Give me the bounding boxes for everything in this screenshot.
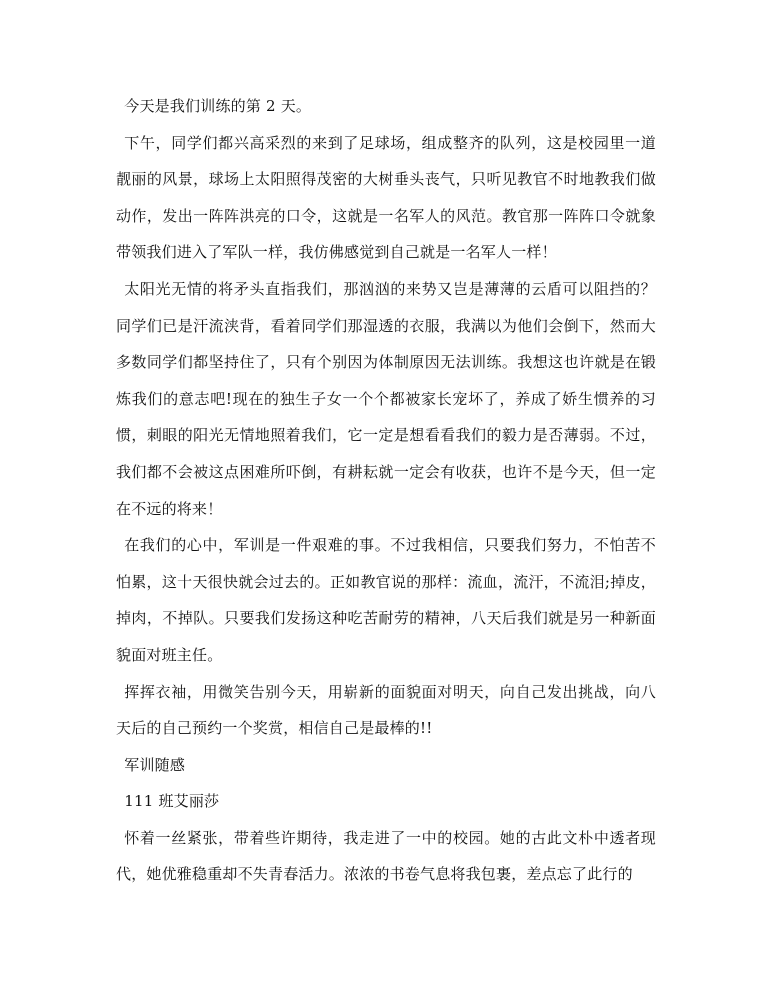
paragraph-afternoon-field: 下午，同学们都兴高采烈的来到了足球场，组成整齐的队列，这是校园里一道靓丽的风景，球场上太阳照得茂密的大树垂头丧气，只听见教官不时地教我们做动作，发出一阵阵洪亮的口令，这就是一名军人的风范。教官那一阵阵口令就象带领我们进入了军队一样，我仿佛感觉到自己就是一名军人一样！ <box>116 133 656 262</box>
paragraph-training-day: 今天是我们训练的第 2 天。 <box>124 97 312 115</box>
document-body <box>116 88 656 893</box>
paragraph-farewell-today: 挥挥衣袖，用微笑告别今天，用崭新的面貌面对明天，向自己发出挑战，向八天后的自己预约一个奖赏，相信自己是最棒的!! <box>116 682 656 738</box>
paragraph-school-entry: 怀着一丝紧张，带着些许期待，我走进了一中的校园。她的古此文朴中透者现代，她优雅稳重却不失青春活力。浓浓的书卷气息将我包裹，差点忘了此行的 <box>116 828 656 884</box>
paragraph-sunlight: 太阳光无情的将矛头直指我们，那汹汹的来势又岂是薄薄的云盾可以阻挡的？同学们已是汗流浃背，看着同学们那湿透的衣服，我满以为他们会倒下，然而大多数同学们都坚持住了，只有个别因为体制原因无法训练。我想这也许就是在锻炼我们的意志吧!现在的独生子女一个个都被家长宠坏了，养成了娇生惯养的习惯，刺眼的阳光无情地照着我们，它一定是想看看我们的毅力是否薄弱。不过，我们都不会被这点困难所吓倒，有耕耘就一定会有收获，也许不是今天，但一定在不远的将来！ <box>116 279 656 518</box>
essay-title: 军训随感 <box>124 755 186 774</box>
paragraph-hardship: 在我们的心中，军训是一件艰难的事。不过我相信，只要我们努力，不怕苦不怕累，这十天很快就会过去的。正如教官说的那样：流血，流汗，不流泪;掉皮，掉肉，不掉队。只要我们发扬这种吃苦耐劳的精神，八天后我们就是另一种新面貌面对班主任。 <box>116 536 656 664</box>
essay-author: 111 班艾丽莎 <box>124 792 220 811</box>
